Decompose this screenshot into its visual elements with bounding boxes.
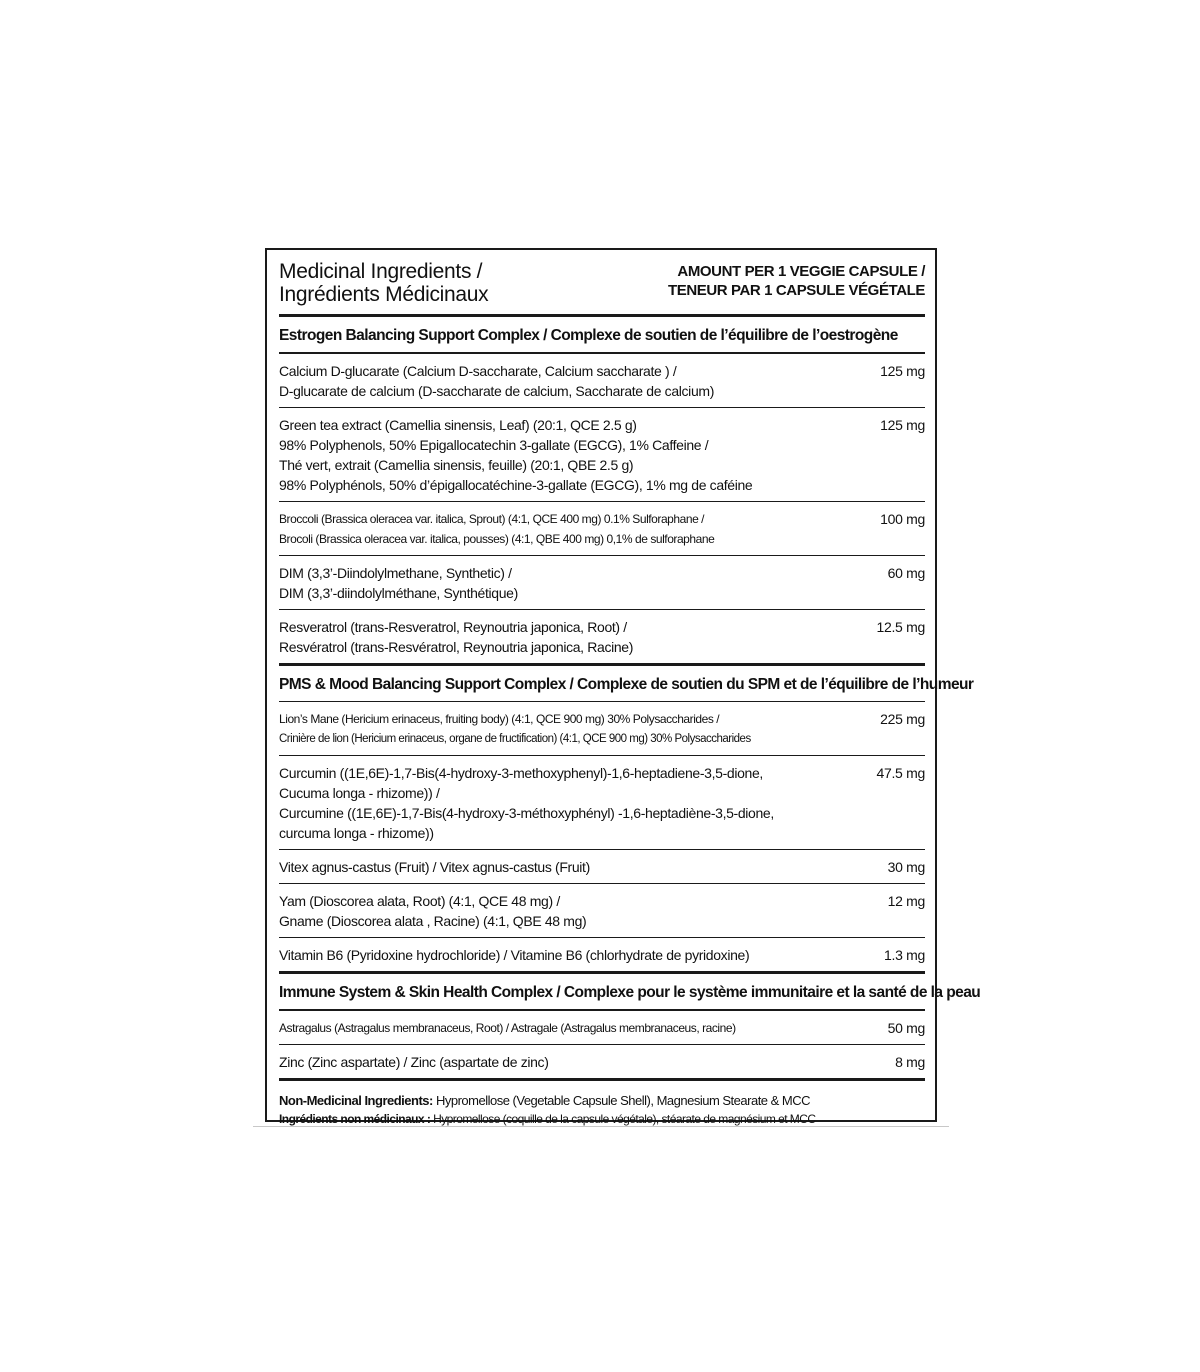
ingredient-amount: 8 mg [895, 1053, 925, 1070]
ingredient-amount: 30 mg [887, 859, 925, 875]
ingredient-line: DIM (3,3’-diindolylméthane, Synthétique) [279, 584, 518, 601]
ingredient-row-curcumin [279, 756, 925, 850]
ingredient-line: D-glucarate de calcium (D-saccharate de calcium, Saccharate de calcium) [279, 382, 715, 399]
section-title-pms-mood: PMS & Mood Balancing Support Complex / Complexe de soutien du SPM et de l’équilibre de l’humeur [279, 675, 974, 693]
ingredient-name [279, 891, 586, 931]
non-medicinal-fr-text: Hypromellose (coquille de la capsule végétale), stéarate de magnésium et MCC [430, 1111, 816, 1126]
ingredient-name [279, 857, 590, 877]
non-medicinal-fr-label: Ingrédients non médicinaux : [279, 1111, 431, 1126]
ingredient-line: Astragalus (Astragalus membranaceus, Root) / Astragale (Astragalus membranaceus, racine) [279, 1020, 736, 1035]
ingredient-line: DIM (3,3’-Diindolylmethane, Synthetic) / [279, 564, 512, 581]
amount-heading-fr: TENEUR PAR 1 CAPSULE VÉGÉTALE [667, 282, 925, 299]
ingredient-amount: 125 mg [880, 362, 925, 379]
ingredient-line: Gname (Dioscorea alata , Racine) (4:1, QBE 48 mg) [279, 913, 587, 929]
non-medicinal-en-text: Hypromellose (Vegetable Capsule Shell), Magnesium Stearate & MCC [432, 1092, 811, 1108]
section-title-immune-skin: Immune System & Skin Health Complex / Complexe pour le système immunitaire et la santé de la peau [279, 984, 981, 1001]
amount-heading-en: AMOUNT PER 1 VEGGIE CAPSULE / [677, 263, 925, 280]
ingredient-amount: 225 mg [880, 711, 925, 727]
ingredient-line: Resveratrol (trans-Resveratrol, Reynoutria japonica, Root) / [279, 618, 627, 635]
amount-heading [668, 262, 925, 300]
ingredient-line: Resvératrol (trans-Resvératrol, Reynoutria japonica, Racine) [279, 638, 634, 655]
ingredient-amount: 50 mg [887, 1019, 925, 1036]
ingredient-name [279, 1052, 549, 1072]
ingredient-row-yam [279, 884, 925, 938]
ingredient-amount: 12 mg [887, 893, 925, 909]
bottom-shadow-line [253, 1126, 949, 1127]
ingredients-panel [265, 248, 981, 1126]
ingredient-line: Zinc (Zinc aspartate) / Zinc (aspartate de zinc) [279, 1053, 549, 1070]
ingredient-row-vitex [279, 850, 925, 884]
panel-content [279, 260, 981, 1129]
ingredient-line: Calcium D-glucarate (Calcium D-saccharate, Calcium saccharate ) / [279, 362, 677, 379]
ingredient-row-green-tea [279, 408, 925, 502]
ingredient-row-calcium-d-glucarate [279, 354, 925, 408]
ingredient-name [279, 763, 774, 843]
ingredient-line: Vitamin B6 (Pyridoxine hydrochloride) / Vitamine B6 (chlorhydrate de pyridoxine) [279, 947, 750, 963]
non-medicinal-ingredients [279, 1081, 925, 1129]
ingredient-row-lions-mane [279, 702, 925, 756]
ingredient-line: Cucuma longa - rhizome)) / [279, 785, 440, 801]
ingredient-amount: 1.3 mg [884, 947, 925, 963]
ingredient-line: curcuma longa - rhizome)) [279, 825, 434, 841]
ingredient-amount: 60 mg [887, 564, 925, 581]
ingredient-line: Crinière de lion (Hericium erinaceus, organe de fructification) (4:1, QCE 900 mg) 30% Polysaccharides [279, 733, 751, 745]
ingredient-row-astragalus [279, 1011, 925, 1045]
table-header [279, 260, 925, 314]
ingredient-name [279, 361, 714, 401]
ingredient-row-dim [279, 556, 925, 610]
ingredient-line: Lion’s Mane (Hericium erinaceus, fruiting body) (4:1, QCE 900 mg) 30% Polysaccharides / [279, 712, 720, 726]
heading-fr: Ingrédients Médicinaux [279, 283, 489, 306]
ingredient-line: Brocoli (Brassica oleracea var. italica, pousses) (4:1, QBE 400 mg) 0,1% de sulforaphane [279, 531, 715, 546]
ingredient-line: Thé vert, extrait (Camellia sinensis, feuille) (20:1, QBE 2.5 g) [279, 456, 634, 473]
ingredient-line: 98% Polyphénols, 50% d’épigallocatéchine-3-gallate (EGCG), 1% mg de caféine [279, 476, 753, 493]
ingredient-name [279, 1018, 736, 1038]
ingredient-name [279, 617, 633, 657]
ingredient-amount: 12.5 mg [876, 618, 925, 635]
section-title-estrogen: Estrogen Balancing Support Complex / Complexe de soutien de l’équilibre de l’oestrogène [279, 327, 898, 344]
ingredient-row-resveratrol [279, 610, 925, 663]
ingredient-row-broccoli [279, 502, 925, 556]
ingredient-name [279, 945, 749, 965]
ingredient-name [279, 709, 751, 749]
ingredient-line: 98% Polyphenols, 50% Epigallocatechin 3-gallate (EGCG), 1% Caffeine / [279, 436, 709, 453]
non-medicinal-en [279, 1091, 925, 1110]
ingredient-row-zinc [279, 1045, 925, 1078]
ingredient-line: Vitex agnus-castus (Fruit) / Vitex agnus-castus (Fruit) [279, 859, 590, 875]
ingredient-line: Yam (Dioscorea alata, Root) (4:1, QCE 48 mg) / [279, 893, 560, 909]
ingredient-amount: 47.5 mg [876, 765, 925, 781]
heading-en: Medicinal Ingredients / [279, 260, 483, 283]
ingredient-name [279, 563, 518, 603]
ingredient-line: Green tea extract (Camellia sinensis, Leaf) (20:1, QCE 2.5 g) [279, 416, 637, 433]
non-medicinal-en-label: Non-Medicinal Ingredients: [279, 1092, 433, 1108]
medicinal-ingredients-heading [279, 260, 488, 306]
ingredient-amount: 100 mg [880, 510, 925, 527]
ingredient-line: Curcumin ((1E,6E)-1,7-Bis(4-hydroxy-3-methoxyphenyl)-1,6-heptadiene-3,5-dione, [279, 765, 763, 781]
ingredient-line: Broccoli (Brassica oleracea var. italica, Sprout) (4:1, QCE 400 mg) 0.1% Sulforaphane / [279, 511, 705, 526]
ingredient-name [279, 415, 752, 495]
ingredient-name [279, 509, 714, 549]
ingredient-amount: 125 mg [880, 416, 925, 433]
ingredient-line: Curcumine ((1E,6E)-1,7-Bis(4-hydroxy-3-méthoxyphényl) -1,6-heptadiène-3,5-dione, [279, 805, 774, 821]
ingredient-row-vitamin-b6 [279, 938, 925, 971]
